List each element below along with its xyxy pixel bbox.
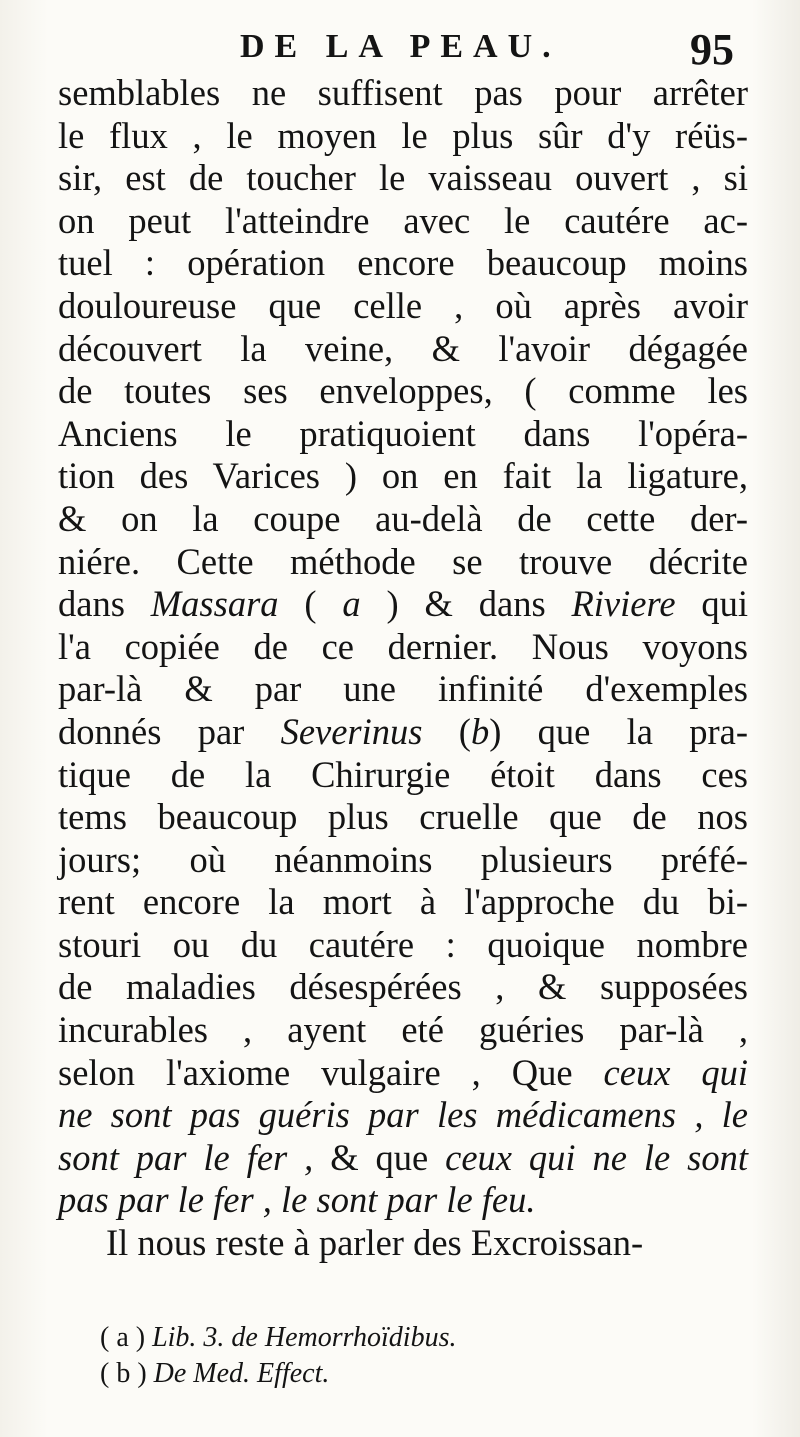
page-number: 95 [690, 25, 734, 74]
italic-text: ceux qui [603, 1051, 749, 1093]
text-line [58, 626, 748, 669]
text-run: Il nous reste à parler des Excroissan- [106, 1222, 644, 1264]
text-run: ) & dans [360, 583, 572, 625]
text-line [58, 1179, 748, 1222]
text-line [58, 115, 748, 158]
text-line [58, 157, 748, 200]
italic-text: ceux qui ne le sont [445, 1136, 748, 1178]
text-run: ( [278, 583, 343, 625]
text-line [58, 200, 748, 243]
text-run: niére. Cette méthode se trouve décrite [58, 540, 748, 582]
text-run: tems beaucoup plus cruelle que de nos [58, 796, 748, 838]
footnote [100, 1320, 720, 1356]
text-line [58, 498, 748, 541]
text-run: ) que la pra- [489, 710, 748, 752]
text-run: qui [675, 583, 749, 625]
text-run: l'a copiée de ce dernier. Nous voyons [58, 625, 748, 667]
text-line [58, 1137, 748, 1180]
italic-text: Riviere [571, 583, 676, 625]
page-header [0, 18, 800, 78]
footnote [100, 1356, 720, 1392]
text-line [58, 370, 748, 413]
text-run: ( b ) [100, 1358, 154, 1389]
italic-text: ne sont pas guéris par les médicamens , le [58, 1094, 748, 1136]
text-line [58, 966, 748, 1009]
text-line [58, 72, 748, 115]
text-line [58, 1009, 748, 1052]
text-run: on peut l'atteindre avec le cautére ac- [58, 199, 748, 241]
text-line [58, 328, 748, 371]
text-run: ( [422, 710, 471, 752]
text-run: tion des Varices ) on en fait la ligature, [58, 455, 748, 497]
italic-text: Massara [150, 583, 279, 625]
text-run: Anciens le pratiquoient dans l'opéra- [58, 412, 748, 454]
text-line [58, 242, 748, 285]
text-line [58, 881, 748, 924]
italic-text: sont par le fer , [58, 1136, 314, 1178]
text-line [58, 1222, 748, 1265]
text-run: de toutes ses enveloppes, ( comme les [58, 370, 748, 412]
text-line [58, 839, 748, 882]
italic-text: a [342, 583, 361, 625]
footnotes [100, 1320, 720, 1392]
text-run: stouri ou du cautére : quoique nombre [58, 923, 748, 965]
italic-text: Severinus [280, 710, 423, 752]
text-line [58, 541, 748, 584]
text-run: par-là & par une infinité d'exemples [58, 668, 748, 710]
text-run: tuel : opération encore beaucoup moins [58, 242, 748, 284]
body-text [58, 72, 748, 1265]
text-line [58, 1094, 748, 1137]
text-line [58, 455, 748, 498]
text-run: de maladies désespérées , & supposées [58, 966, 748, 1008]
text-line [58, 796, 748, 839]
text-run: & on la coupe au-delà de cette der- [58, 497, 748, 539]
text-run: le flux , le moyen le plus sûr d'y réüs- [58, 114, 748, 156]
text-line [58, 413, 748, 456]
text-line [58, 285, 748, 328]
text-line [58, 711, 748, 754]
italic-text: Lib. 3. de Hemorrhoïdibus. [152, 1322, 457, 1353]
text-run: douloureuse que celle , où après avoir [58, 284, 748, 326]
text-run: donnés par [58, 710, 281, 752]
italic-text: De Med. Effect. [153, 1358, 330, 1389]
text-run: rent encore la mort à l'approche du bi- [58, 881, 748, 923]
text-line [58, 754, 748, 797]
text-line [58, 668, 748, 711]
text-run: sir, est de toucher le vaisseau ouvert , si [58, 157, 748, 199]
text-run: découvert la veine, & l'avoir dégagée [58, 327, 748, 369]
text-run: & que [313, 1136, 446, 1178]
text-run: ( a ) [100, 1322, 153, 1353]
text-line [58, 924, 748, 967]
running-head: DE LA PEAU. [240, 28, 561, 65]
text-run: incurables , ayent eté guéries par-là , [58, 1009, 748, 1051]
text-run: selon l'axiome vulgaire , Que [58, 1051, 604, 1093]
text-line [58, 583, 748, 626]
italic-text: pas par le fer , le sont par le feu. [58, 1179, 536, 1221]
text-run: jours; où néanmoins plusieurs préfé- [58, 838, 748, 880]
text-line [58, 1052, 748, 1095]
text-run: tique de la Chirurgie étoit dans ces [58, 753, 748, 795]
text-run: semblables ne suffisent pas pour arrêter [58, 72, 748, 113]
italic-text: b [470, 710, 490, 752]
text-run: dans [58, 583, 151, 625]
